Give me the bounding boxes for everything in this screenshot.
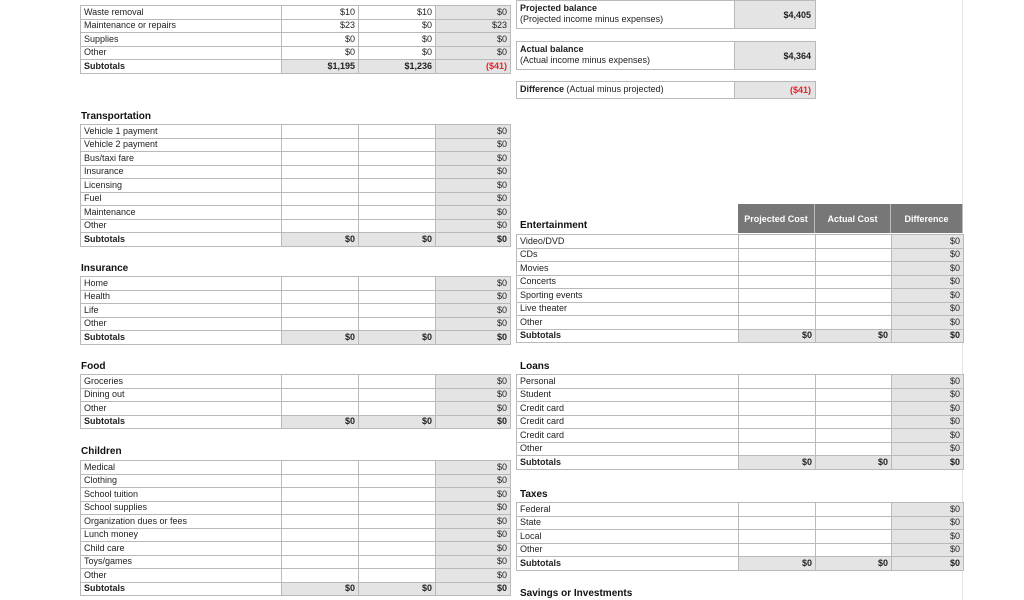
- subtotal-label: Subtotals: [517, 456, 739, 470]
- difference-cell: $0: [892, 302, 964, 316]
- difference-cell: $0: [892, 543, 964, 557]
- row-label: Other: [517, 543, 739, 557]
- difference-cell: $0: [892, 235, 964, 249]
- difference-cell: $0: [892, 275, 964, 289]
- row-label: Clothing: [81, 474, 282, 488]
- row-label: Bus/taxi fare: [81, 152, 282, 166]
- actual-cost-cell[interactable]: [359, 388, 436, 402]
- table-row: [517, 289, 964, 303]
- subtotal-label: Subtotals: [517, 329, 739, 343]
- children-table: [80, 460, 511, 596]
- row-label: Personal: [517, 375, 739, 389]
- housing-rows: [81, 6, 511, 74]
- row-label: Medical: [81, 461, 282, 475]
- row-label: Credit card: [517, 402, 739, 416]
- actual-cost-cell[interactable]: [816, 275, 892, 289]
- projected-cost-cell[interactable]: $0: [282, 46, 359, 60]
- actual-cost-cell[interactable]: [359, 569, 436, 583]
- row-label: Other: [81, 219, 282, 233]
- taxes-table: [516, 502, 964, 571]
- projected-cost-cell[interactable]: [739, 302, 816, 316]
- projected-cost-cell[interactable]: [739, 248, 816, 262]
- row-label: Toys/games: [81, 555, 282, 569]
- actual-cost-cell[interactable]: [816, 289, 892, 303]
- difference-cell: $0: [436, 569, 511, 583]
- projected-balance-title: Projected balance: [520, 3, 598, 13]
- projected-balance-desc: (Projected income minus expenses): [520, 14, 664, 24]
- subtotal-label: Subtotals: [81, 415, 282, 429]
- projected-cost-cell[interactable]: [282, 542, 359, 556]
- projected-cost-cell[interactable]: [282, 179, 359, 193]
- actual-cost-cell[interactable]: [359, 317, 436, 331]
- subtotal-row: [81, 60, 511, 74]
- actual-cost-cell[interactable]: [816, 302, 892, 316]
- subtotal-label: Subtotals: [81, 582, 282, 596]
- row-label: Live theater: [517, 302, 739, 316]
- table-row: [81, 569, 511, 583]
- subtotal-label: Subtotals: [517, 557, 739, 571]
- table-row: [81, 388, 511, 402]
- subtotal-difference: ($41): [436, 60, 511, 74]
- table-row: [81, 461, 511, 475]
- difference-cell: $0: [436, 515, 511, 529]
- actual-cost-cell[interactable]: [816, 503, 892, 517]
- difference-cell: $0: [436, 277, 511, 291]
- subtotal-actual: $0: [359, 415, 436, 429]
- subtotal-difference: $0: [436, 233, 511, 247]
- difference-cell: $0: [436, 219, 511, 233]
- actual-cost-cell[interactable]: [359, 290, 436, 304]
- projected-cost-cell[interactable]: [282, 125, 359, 139]
- difference-cell: $0: [892, 503, 964, 517]
- food-title: Food: [81, 361, 106, 372]
- subtotal-label: Subtotals: [81, 233, 282, 247]
- actual-cost-cell[interactable]: [359, 375, 436, 389]
- projected-cost-cell[interactable]: [282, 488, 359, 502]
- difference-cell: $0: [892, 516, 964, 530]
- subtotal-actual: $0: [816, 329, 892, 343]
- header-difference: Difference: [891, 204, 963, 233]
- savings-title: Savings or Investments: [520, 588, 633, 599]
- actual-cost-cell[interactable]: [359, 474, 436, 488]
- subtotal-row: [517, 329, 964, 343]
- row-label: Groceries: [81, 375, 282, 389]
- actual-cost-cell[interactable]: [359, 501, 436, 515]
- table-row: [517, 503, 964, 517]
- row-label: Licensing: [81, 179, 282, 193]
- row-label: Life: [81, 304, 282, 318]
- actual-balance-value[interactable]: $4,364: [734, 42, 815, 69]
- table-row: [81, 515, 511, 529]
- difference-cell: $0: [436, 125, 511, 139]
- table-row: [517, 415, 964, 429]
- table-row: [81, 277, 511, 291]
- projected-cost-cell[interactable]: [282, 317, 359, 331]
- table-row: [81, 33, 511, 47]
- projected-cost-cell[interactable]: [282, 192, 359, 206]
- row-label: Insurance: [81, 165, 282, 179]
- table-row: [81, 304, 511, 318]
- difference-cell: $0: [892, 388, 964, 402]
- actual-cost-cell[interactable]: [816, 388, 892, 402]
- loans-title: Loans: [520, 361, 550, 372]
- projected-cost-cell[interactable]: [282, 277, 359, 291]
- table-row: [81, 165, 511, 179]
- row-label: Supplies: [81, 33, 282, 47]
- subtotal-difference: $0: [436, 582, 511, 596]
- difference-cell: $0: [892, 262, 964, 276]
- row-label: Other: [81, 402, 282, 416]
- difference-cell: $0: [436, 388, 511, 402]
- difference-cell: $0: [436, 290, 511, 304]
- table-row: [517, 262, 964, 276]
- difference-cell: $0: [436, 488, 511, 502]
- table-row: [81, 138, 511, 152]
- table-row: [81, 219, 511, 233]
- projected-cost-cell[interactable]: [739, 235, 816, 249]
- actual-cost-cell[interactable]: [359, 555, 436, 569]
- actual-cost-cell[interactable]: [359, 192, 436, 206]
- table-row: [517, 429, 964, 443]
- actual-cost-cell[interactable]: [816, 402, 892, 416]
- subtotal-actual: $1,236: [359, 60, 436, 74]
- actual-cost-cell[interactable]: [359, 402, 436, 416]
- table-row: [81, 192, 511, 206]
- subtotal-row: [81, 415, 511, 429]
- actual-cost-cell[interactable]: [816, 530, 892, 544]
- subtotal-projected: $0: [739, 557, 816, 571]
- difference-cell: $0: [892, 402, 964, 416]
- subtotal-label: Subtotals: [81, 60, 282, 74]
- projected-cost-cell[interactable]: [282, 304, 359, 318]
- actual-cost-cell[interactable]: [359, 165, 436, 179]
- difference-cell: $0: [436, 138, 511, 152]
- table-row: [517, 375, 964, 389]
- difference-cell: $0: [436, 542, 511, 556]
- projected-cost-cell[interactable]: [282, 152, 359, 166]
- insurance-table: [80, 276, 511, 345]
- table-row: [517, 316, 964, 330]
- actual-cost-cell[interactable]: [359, 206, 436, 220]
- projected-cost-cell[interactable]: [282, 474, 359, 488]
- subtotal-difference: $0: [436, 415, 511, 429]
- actual-cost-cell[interactable]: [816, 248, 892, 262]
- table-row: [81, 19, 511, 33]
- projected-cost-cell[interactable]: [739, 429, 816, 443]
- row-label: Federal: [517, 503, 739, 517]
- projected-cost-cell[interactable]: [739, 262, 816, 276]
- row-label: Credit card: [517, 415, 739, 429]
- subtotal-projected: $0: [282, 415, 359, 429]
- taxes-title: Taxes: [520, 489, 548, 500]
- table-row: [517, 516, 964, 530]
- difference-cell: $0: [436, 192, 511, 206]
- actual-cost-cell[interactable]: [816, 316, 892, 330]
- row-label: Maintenance: [81, 206, 282, 220]
- insurance-title: Insurance: [81, 263, 129, 274]
- subtotal-projected: $0: [282, 582, 359, 596]
- actual-cost-cell[interactable]: [816, 516, 892, 530]
- difference-cell: $0: [892, 248, 964, 262]
- difference-cell: $0: [436, 461, 511, 475]
- subtotal-projected: $0: [282, 233, 359, 247]
- subtotal-difference: $0: [892, 557, 964, 571]
- table-row: [81, 290, 511, 304]
- difference-cell: $0: [436, 555, 511, 569]
- actual-cost-cell[interactable]: [816, 262, 892, 276]
- projected-cost-cell[interactable]: [282, 219, 359, 233]
- projected-cost-cell[interactable]: [282, 138, 359, 152]
- subtotal-projected: $0: [282, 331, 359, 345]
- actual-cost-cell[interactable]: $0: [359, 19, 436, 33]
- difference-cell: $0: [436, 46, 511, 60]
- projected-cost-cell[interactable]: [739, 375, 816, 389]
- entertainment-title: Entertainment: [520, 220, 588, 231]
- table-row: [81, 179, 511, 193]
- projected-cost-cell[interactable]: [739, 503, 816, 517]
- projected-cost-cell[interactable]: [282, 388, 359, 402]
- actual-cost-cell[interactable]: [816, 375, 892, 389]
- difference-cell: $0: [436, 304, 511, 318]
- subtotal-actual: $0: [816, 557, 892, 571]
- row-label: Fuel: [81, 192, 282, 206]
- table-row: [517, 543, 964, 557]
- actual-cost-cell[interactable]: [359, 138, 436, 152]
- projected-cost-cell[interactable]: [282, 206, 359, 220]
- row-label: Other: [517, 316, 739, 330]
- subtotal-row: [81, 331, 511, 345]
- row-label: Health: [81, 290, 282, 304]
- row-label: Other: [81, 46, 282, 60]
- difference-cell: $0: [436, 6, 511, 20]
- actual-cost-cell[interactable]: [359, 488, 436, 502]
- actual-cost-cell[interactable]: [359, 542, 436, 556]
- projected-cost-cell[interactable]: [739, 516, 816, 530]
- table-row: [81, 317, 511, 331]
- projected-cost-cell[interactable]: [739, 388, 816, 402]
- projected-cost-cell[interactable]: $10: [282, 6, 359, 20]
- actual-cost-cell[interactable]: [816, 415, 892, 429]
- projected-cost-cell[interactable]: [739, 289, 816, 303]
- actual-cost-cell[interactable]: [359, 304, 436, 318]
- actual-cost-cell[interactable]: [359, 152, 436, 166]
- actual-balance-desc: (Actual income minus expenses): [520, 55, 651, 65]
- table-row: [517, 530, 964, 544]
- actual-cost-cell[interactable]: [816, 429, 892, 443]
- table-row: [517, 275, 964, 289]
- projected-balance-box: [516, 0, 816, 29]
- difference-cell: $0: [436, 317, 511, 331]
- actual-balance-title: Actual balance: [520, 44, 584, 54]
- table-row: [81, 206, 511, 220]
- projected-cost-cell[interactable]: [739, 543, 816, 557]
- projected-cost-cell[interactable]: $0: [282, 33, 359, 47]
- difference-cell: $0: [436, 402, 511, 416]
- subtotal-projected: $0: [739, 329, 816, 343]
- table-row: [81, 402, 511, 416]
- table-row: [81, 528, 511, 542]
- difference-desc: (Actual minus projected): [566, 84, 664, 94]
- row-label: State: [517, 516, 739, 530]
- difference-cell: $0: [892, 429, 964, 443]
- actual-cost-cell[interactable]: [359, 277, 436, 291]
- table-row: [81, 542, 511, 556]
- difference-title: Difference: [520, 84, 565, 94]
- subtotal-projected: $1,195: [282, 60, 359, 74]
- row-label: Video/DVD: [517, 235, 739, 249]
- actual-cost-cell[interactable]: [359, 125, 436, 139]
- projected-cost-cell[interactable]: [282, 515, 359, 529]
- actual-cost-cell[interactable]: [359, 528, 436, 542]
- row-label: School supplies: [81, 501, 282, 515]
- subtotal-row: [517, 557, 964, 571]
- table-row: [517, 302, 964, 316]
- projected-cost-cell[interactable]: [282, 165, 359, 179]
- subtotal-actual: $0: [816, 456, 892, 470]
- subtotal-row: [81, 582, 511, 596]
- header-projected-cost: Projected Cost: [738, 204, 815, 233]
- table-row: [81, 501, 511, 515]
- row-label: Other: [81, 317, 282, 331]
- difference-value[interactable]: ($41): [734, 82, 815, 98]
- subtotal-actual: $0: [359, 233, 436, 247]
- difference-cell: $0: [436, 474, 511, 488]
- table-row: [81, 375, 511, 389]
- row-label: Movies: [517, 262, 739, 276]
- table-row: [517, 235, 964, 249]
- row-label: Organization dues or fees: [81, 515, 282, 529]
- projected-cost-cell[interactable]: [739, 530, 816, 544]
- row-label: Other: [517, 442, 739, 456]
- row-label: Waste removal: [81, 6, 282, 20]
- subtotal-difference: $0: [892, 329, 964, 343]
- difference-cell: $0: [892, 375, 964, 389]
- row-label: Local: [517, 530, 739, 544]
- entertainment-table: [516, 234, 964, 343]
- difference-cell: $0: [436, 179, 511, 193]
- difference-cell: $0: [436, 528, 511, 542]
- difference-cell: $0: [892, 530, 964, 544]
- row-label: Vehicle 1 payment: [81, 125, 282, 139]
- difference-cell: $23: [436, 19, 511, 33]
- actual-cost-cell[interactable]: [816, 235, 892, 249]
- projected-cost-cell[interactable]: [739, 275, 816, 289]
- row-label: CDs: [517, 248, 739, 262]
- difference-cell: $0: [892, 316, 964, 330]
- difference-cell: $0: [436, 165, 511, 179]
- table-row: [81, 488, 511, 502]
- actual-cost-cell[interactable]: [359, 179, 436, 193]
- projected-cost-cell[interactable]: [282, 528, 359, 542]
- row-label: Maintenance or repairs: [81, 19, 282, 33]
- actual-balance-box: [516, 41, 816, 70]
- actual-cost-cell[interactable]: [816, 543, 892, 557]
- loans-table: [516, 374, 964, 470]
- projected-cost-cell[interactable]: $23: [282, 19, 359, 33]
- table-row: [517, 248, 964, 262]
- table-row: [517, 442, 964, 456]
- actual-cost-cell[interactable]: [359, 219, 436, 233]
- difference-cell: $0: [436, 375, 511, 389]
- projected-cost-cell[interactable]: [282, 555, 359, 569]
- projected-cost-cell[interactable]: [739, 402, 816, 416]
- row-label: Other: [81, 569, 282, 583]
- projected-cost-cell[interactable]: [282, 461, 359, 475]
- subtotal-row: [81, 233, 511, 247]
- table-row: [517, 402, 964, 416]
- actual-cost-cell[interactable]: $0: [359, 33, 436, 47]
- subtotal-label: Subtotals: [81, 331, 282, 345]
- row-label: School tuition: [81, 488, 282, 502]
- projected-cost-cell[interactable]: [282, 569, 359, 583]
- actual-cost-cell[interactable]: [816, 442, 892, 456]
- projected-cost-cell[interactable]: [739, 316, 816, 330]
- difference-box: [516, 81, 816, 99]
- table-row: [81, 152, 511, 166]
- housing-table: [80, 5, 511, 74]
- table-row: [81, 6, 511, 20]
- difference-cell: $0: [436, 152, 511, 166]
- subtotal-difference: $0: [436, 331, 511, 345]
- row-label: Sporting events: [517, 289, 739, 303]
- row-label: Child care: [81, 542, 282, 556]
- subtotal-actual: $0: [359, 582, 436, 596]
- projected-cost-cell[interactable]: [282, 402, 359, 416]
- table-row: [81, 46, 511, 60]
- difference-cell: $0: [436, 206, 511, 220]
- subtotal-row: [517, 456, 964, 470]
- projected-cost-cell[interactable]: [282, 501, 359, 515]
- transportation-title: Transportation: [81, 111, 152, 122]
- subtotal-difference: $0: [892, 456, 964, 470]
- projected-cost-cell[interactable]: [282, 290, 359, 304]
- row-label: Student: [517, 388, 739, 402]
- actual-cost-cell[interactable]: $0: [359, 46, 436, 60]
- table-row: [81, 555, 511, 569]
- projected-cost-cell[interactable]: [282, 375, 359, 389]
- actual-cost-cell[interactable]: [359, 515, 436, 529]
- row-label: Vehicle 2 payment: [81, 138, 282, 152]
- header-actual-cost: Actual Cost: [815, 204, 891, 233]
- difference-cell: $0: [436, 501, 511, 515]
- difference-cell: $0: [892, 289, 964, 303]
- projected-cost-cell[interactable]: [739, 415, 816, 429]
- row-label: Home: [81, 277, 282, 291]
- subtotal-projected: $0: [739, 456, 816, 470]
- projected-cost-cell[interactable]: [739, 442, 816, 456]
- food-table: [80, 374, 511, 429]
- row-label: Lunch money: [81, 528, 282, 542]
- row-label: Credit card: [517, 429, 739, 443]
- difference-cell: $0: [892, 415, 964, 429]
- actual-cost-cell[interactable]: [359, 461, 436, 475]
- difference-cell: $0: [892, 442, 964, 456]
- projected-balance-value[interactable]: $4,405: [734, 1, 815, 28]
- row-label: Dining out: [81, 388, 282, 402]
- row-label: Concerts: [517, 275, 739, 289]
- children-title: Children: [81, 446, 122, 457]
- transportation-table: [80, 124, 511, 247]
- table-row: [517, 388, 964, 402]
- subtotal-actual: $0: [359, 331, 436, 345]
- difference-cell: $0: [436, 33, 511, 47]
- table-row: [81, 474, 511, 488]
- actual-cost-cell[interactable]: $10: [359, 6, 436, 20]
- table-row: [81, 125, 511, 139]
